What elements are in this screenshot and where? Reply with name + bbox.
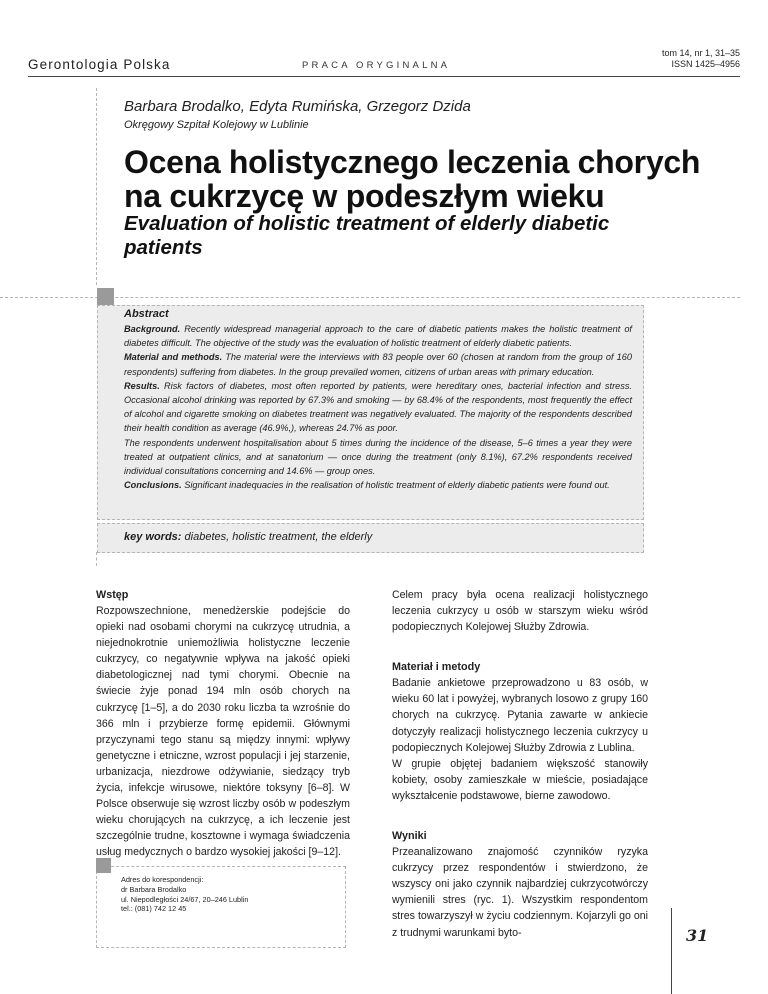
results-label: Results. xyxy=(124,380,160,391)
title-pl-line-1: Ocena holistycznego leczenia chorych xyxy=(124,144,701,180)
conclusions-label: Conclusions. xyxy=(124,480,182,491)
page-number-rule xyxy=(671,908,672,994)
left-guide-line xyxy=(96,88,97,285)
abstract xyxy=(124,306,632,492)
conclusions-text: Significant inadequacies in the realisation of holistic treatment of elderly diabetic patients were found out. xyxy=(181,480,610,491)
abstract-results-continued: The respondents underwent hospitalisation about 5 times during the incidence of the disease, 5–6 times a year they were treated at outpatient clinics, and at sanatorium — once during the treatment (only 8.1%), 67.2% respondents received individual consultations concerning and 14.6% — group ones. xyxy=(124,437,632,477)
left-guide-line-lower xyxy=(96,552,97,566)
methods-label: Material and methods. xyxy=(124,352,223,363)
affiliation: Okręgowy Szpitał Kolejowy w Lublinie xyxy=(124,119,309,131)
intro-heading: Wstęp xyxy=(96,589,129,601)
article-title-english xyxy=(124,212,609,260)
results-text: Risk factors of diabetes, most often reported by patients, were hereditary ones, bacterial infection and stress. Occasional alcohol drinking was reported by 67.3% and smoking — by 68.4% of the respondents, most frequently the effect of alcohol and cigarette smoking on diabetes treatment was negatively evaluated. The majority of the respondents described their health condition as average (46.9%,), whereas 24.7% as poor. xyxy=(124,380,632,434)
journal-name: Gerontologia Polska xyxy=(28,57,171,72)
results-heading: Wyniki xyxy=(392,830,427,843)
article-title-polish xyxy=(124,145,700,213)
issn: ISSN 1425–4956 xyxy=(671,59,740,69)
aim-paragraph: Celem pracy była ocena realizacji holistycznego leczenia cukrzycy u osób w starszym wieku wśród podopiecznych Kolejowej Służby Zdrowia. xyxy=(392,589,648,634)
correspondence-phone: tel.: (081) 742 12 45 xyxy=(121,904,187,914)
keywords-text: diabetes, holistic treatment, the elderly xyxy=(181,531,373,543)
keywords-label: key words: xyxy=(124,531,182,543)
methods-paragraph: Badanie ankietowe przeprowadzono u 83 osób, w wieku 60 lat i powyżej, wybranych losowo z grupy 160 chorych na cukrzycę. Pytania zawarte w ankiecie dotyczyły realizacji holistycznego leczenia cukrzycy u podopiecznych Kolejowej Służby Zdrowia z Lublina. xyxy=(392,677,648,754)
header-rule xyxy=(28,76,740,77)
title-pl-line-2: na cukrzycę w podeszłym wieku xyxy=(124,178,605,214)
abstract-conclusions xyxy=(124,478,632,492)
title-en-line-2: patients xyxy=(124,236,203,259)
title-en-line-1: Evaluation of holistic treatment of elderly diabetic xyxy=(124,212,610,235)
keywords xyxy=(124,531,372,543)
body-column-left xyxy=(96,587,350,861)
methods-heading: Materiał i metody xyxy=(392,661,481,674)
background-text: Recently widespread managerial approach to the care of diabetic patients makes the holistic treatment of diabetes difficult. The objective of the study was the evaluation of holistic treatment of elderly diabetic patients. xyxy=(124,324,632,349)
correspondence-label: Adres do korespondencji: xyxy=(121,875,204,884)
volume-info xyxy=(662,48,740,70)
abstract-heading: Abstract xyxy=(124,308,169,320)
correspondence-address: ul. Niepodległości 24/67, 20–246 Lublin xyxy=(121,894,249,904)
abstract-background xyxy=(124,322,632,350)
volume-number: tom 14, nr 1, 31–35 xyxy=(661,48,740,58)
section-label: PRACA ORYGINALNA xyxy=(302,60,451,71)
page-number: 31 xyxy=(686,926,709,945)
results-paragraph: Przeanalizowano znajomość czynników ryzyka cukrzycy przez respondentów i stwierdzono, że wszyscy oni jako czynnik najbardziej cukrzycotwórczy wymienili stres (ryc. 1). Wszystkim respondentom stres towarzyszył w życiu codziennym. Kojarzyli go oni z trudnymi warunkami byto- xyxy=(392,846,648,939)
abstract-marker xyxy=(97,288,114,305)
methods-text: The material were the interviews with 83 people over 60 (chosen at random from the group of 160 respondents) suffering from diabetes. In the group prevailed women, citizens of urban areas with primary education. xyxy=(124,352,632,377)
authors: Barbara Brodalko, Edyta Rumińska, Grzegorz Dzida xyxy=(124,98,471,115)
intro-paragraph: Rozpowszechnione, menedżerskie podejście do opieki nad osobami chorymi na cukrzycę utrudnia, a niejednokrotnie uniemożliwia holistyczne leczenie cukrzycy, co negatywnie wpływa na jakość opieki diabetologicznej nad tymi chorymi. Obecnie na świecie żyje ponad 194 mln osób chorych na cukrzycę [1–5], a do 2030 roku liczba ta wzrośnie do 366 mln i przybierze formę epidemii. Głównymi przyczynami tego stanu są między innymi: wpływy genetyczne i etniczne, wzrost populacji i jej starzenie, urbanizacja, niezdrowe odżywianie, siedzący tryb życia, infekcje wirusowe, niektóre toksyny [6–8]. W Polsce obserwuje się wzrost liczby osób w podeszłym wieku chorujących na cukrzycę, a ich leczenie jest szczególnie trudne, kosztowne i wymaga świadczenia usług medycznych o bardzo wysokiej jakości [9–12]. xyxy=(96,605,350,859)
correspondence-marker xyxy=(96,858,111,873)
background-label: Background. xyxy=(124,324,181,334)
abstract-methods xyxy=(124,350,632,378)
methods-paragraph-2: W grupie objętej badaniem większość stanowiły kobiety, osoby zamieszkałe w mieście, posiadające wykształcenie podstawowe, bierne zawodowo. xyxy=(392,757,648,802)
abstract-results xyxy=(124,379,632,436)
correspondence xyxy=(121,875,248,914)
correspondence-name: dr Barbara Brodalko xyxy=(121,884,187,894)
body-column-right xyxy=(392,587,648,941)
